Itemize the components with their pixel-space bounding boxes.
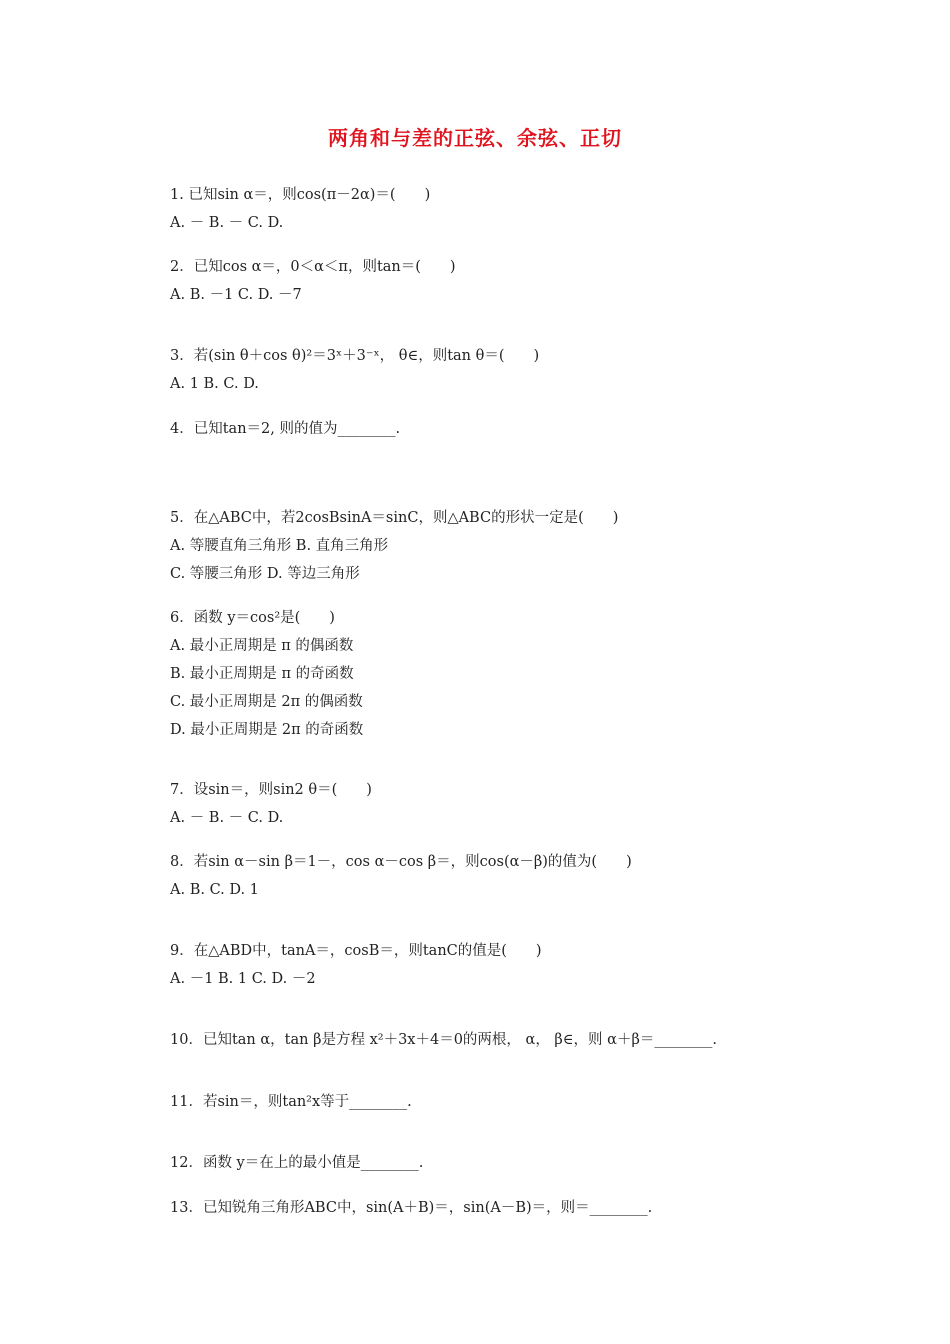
question-12-stem: 12．函数 y＝在上的最小值是________. bbox=[170, 1155, 424, 1171]
question-4-stem: 4．已知tan＝2, 则的值为________. bbox=[170, 421, 401, 437]
question-5-stem: 5．在△ABC中，若2cosBsinA＝sinC，则△ABC的形状一定是( ) bbox=[170, 510, 619, 526]
question-5-option-line-2: C. 等腰三角形 D. 等边三角形 bbox=[170, 566, 360, 582]
question-10-stem: 10．已知tan α，tan β是方程 x²＋3x＋4＝0的两根， α， β∈，则 α＋β＝________. bbox=[170, 1032, 717, 1048]
question-13-stem: 13．已知锐角三角形ABC中，sin(A＋B)＝，sin(A－B)＝，则＝________. bbox=[170, 1200, 653, 1216]
question-9-options: A. －1 B. 1 C. D. －2 bbox=[170, 971, 316, 987]
question-1-stem: 1. 已知sin α＝，则cos(π－2α)＝( ) bbox=[170, 187, 431, 203]
question-6-option-b: B. 最小正周期是 π 的奇函数 bbox=[170, 666, 354, 682]
page-title: 两角和与差的正弦、余弦、正切 bbox=[328, 126, 622, 150]
question-7-stem: 7．设sin＝，则sin2 θ＝( ) bbox=[170, 782, 372, 798]
question-8-options: A. B. C. D. 1 bbox=[170, 882, 259, 898]
question-3-options: A. 1 B. C. D. bbox=[170, 376, 259, 392]
question-5-option-line-1: A. 等腰直角三角形 B. 直角三角形 bbox=[170, 538, 389, 554]
question-6-option-d: D. 最小正周期是 2π 的奇函数 bbox=[170, 722, 364, 738]
question-11-stem: 11．若sin＝，则tan²x等于________. bbox=[170, 1094, 412, 1110]
question-7-options: A. － B. － C. D. bbox=[170, 810, 284, 826]
question-6-option-a: A. 最小正周期是 π 的偶函数 bbox=[170, 638, 354, 654]
question-1-options: A. － B. － C. D. bbox=[170, 215, 284, 231]
question-8-stem: 8．若sin α－sin β＝1－，cos α－cos β＝，则cos(α－β)的值为( ) bbox=[170, 854, 632, 870]
question-9-stem: 9．在△ABD中，tanA＝，cosB＝，则tanC的值是( ) bbox=[170, 943, 542, 959]
question-6-option-c: C. 最小正周期是 2π 的偶函数 bbox=[170, 694, 363, 710]
question-2-stem: 2．已知cos α＝，0＜α＜π，则tan＝( ) bbox=[170, 259, 456, 275]
question-3-stem: 3．若(sin θ＋cos θ)²＝3ˣ＋3⁻ˣ， θ∈，则tan θ＝( ) bbox=[170, 348, 540, 364]
question-6-stem: 6．函数 y＝cos²是( ) bbox=[170, 610, 335, 626]
question-2-options: A. B. －1 C. D. －7 bbox=[170, 287, 302, 303]
